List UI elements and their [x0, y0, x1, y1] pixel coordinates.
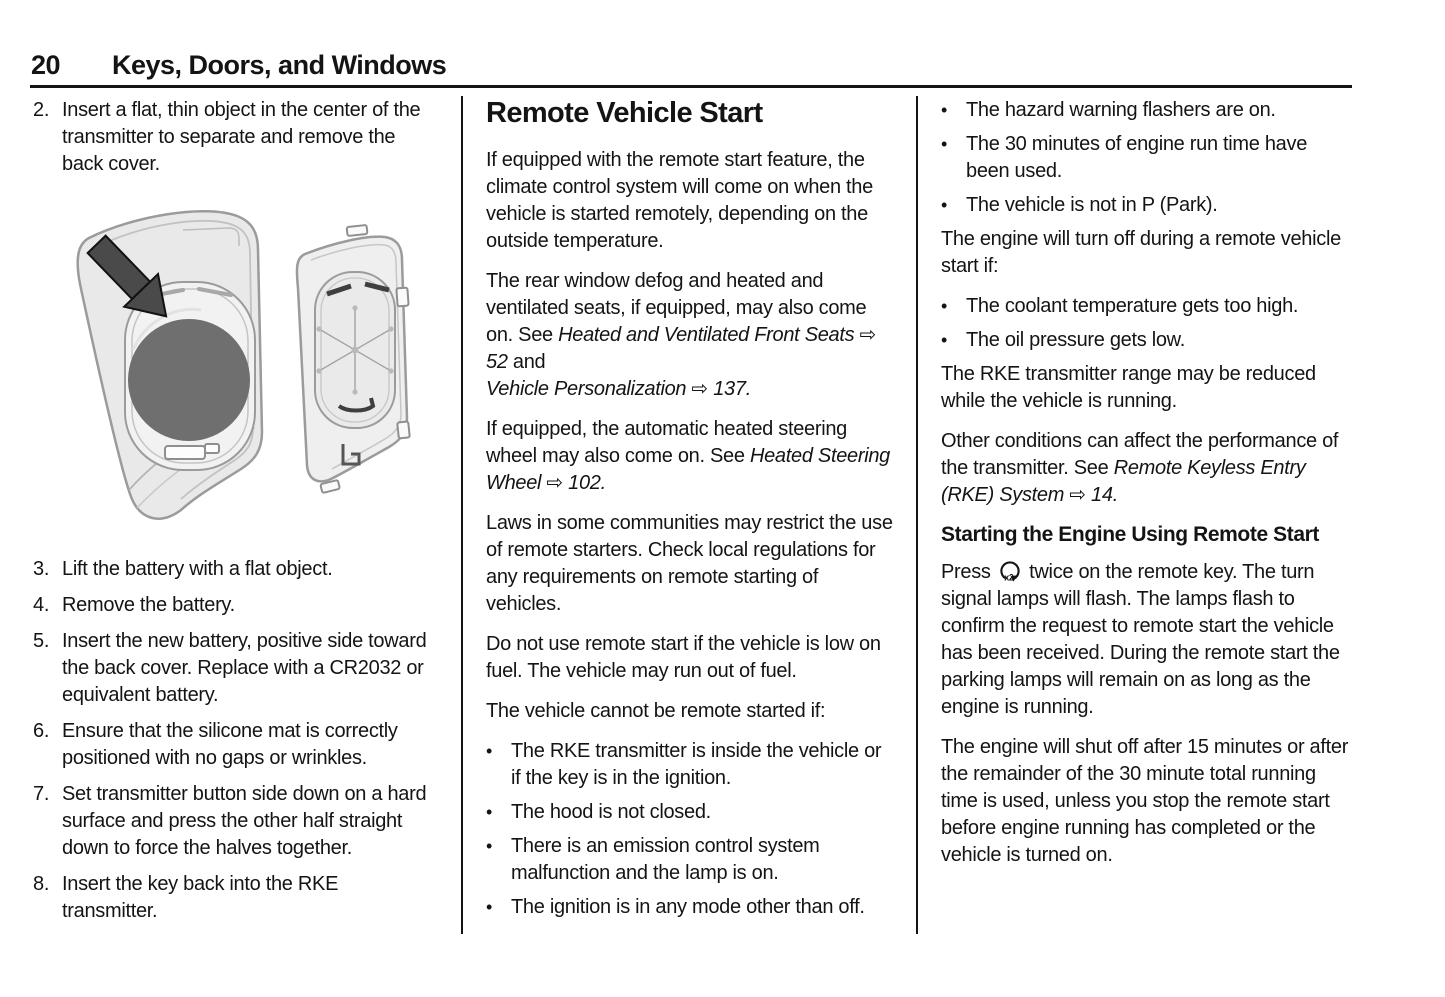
step-item — [33, 781, 435, 862]
bullet-item — [486, 738, 894, 792]
section-heading: Remote Vehicle Start — [486, 97, 763, 129]
svg-text:x2: x2 — [1004, 572, 1014, 583]
bullet-marker: • — [941, 296, 948, 316]
subsection-heading: Starting the Engine Using Remote Start — [941, 523, 1320, 546]
step-text: Lift the battery with a flat object. — [62, 558, 333, 580]
bullet-marker: • — [941, 100, 948, 120]
paragraph: The RKE transmitter range may be reduced while the vehicle is running. — [941, 363, 1316, 412]
step-text: Insert the new battery, positive side toward the back cover. Replace with a CR2032 or equivalent battery. — [62, 630, 427, 706]
bullet-marker: • — [486, 741, 493, 761]
rke-transmitter-battery-illustration — [33, 194, 425, 528]
step-item — [33, 592, 435, 619]
bullet-text: The ignition is in any mode other than off. — [511, 896, 865, 918]
paragraph: Laws in some communities may restrict the use of remote starters. Check local regulations for any requirements on remote starting of vehicles. — [486, 512, 893, 615]
bullet-item — [486, 894, 894, 921]
transmitter-front-half — [78, 211, 262, 518]
paragraph: The engine will shut off after 15 minutes or after the remainder of the 30 minute total running time is used, unless you stop the remote start before engine running has completed or the vehicle is turned on. — [941, 736, 1349, 866]
step-item — [33, 718, 435, 772]
bullet-text: The RKE transmitter is inside the vehicle or if the key is in the ignition. — [511, 740, 882, 789]
middle-column — [486, 97, 894, 928]
step-number: 7. — [33, 783, 50, 805]
bullet-marker: • — [941, 134, 948, 154]
chapter-title: Keys, Doors, and Windows — [112, 50, 447, 80]
remote-start-x2-icon — [996, 559, 1024, 583]
step-number: 4. — [33, 594, 50, 616]
paragraph: If equipped with the remote start feature, the climate control system will come on when the vehicle is started remotely, depending on the outside temperature. — [486, 149, 873, 252]
paragraph: If equipped, the automatic heated steering wheel may also come on. See Heated Steering Wheel ⇨ 102. — [486, 418, 891, 494]
step-number: 6. — [33, 720, 50, 742]
bullet-item — [941, 97, 1353, 124]
step-text: Set transmitter button side down on a hard surface and press the other half straight down to force the halves together. — [62, 783, 427, 859]
bullet-text: The vehicle is not in P (Park). — [966, 194, 1218, 216]
paragraph: Other conditions can affect the performance of the transmitter. See Remote Keyless Entry (RKE) System ⇨ 14. — [941, 430, 1339, 506]
paragraph: The vehicle cannot be remote started if: — [486, 700, 826, 722]
step-number: 2. — [33, 99, 50, 121]
step-text: Insert the key back into the RKE transmitter. — [62, 873, 339, 922]
bullet-marker: • — [941, 330, 948, 350]
bullet-item — [941, 131, 1353, 185]
bullet-marker: • — [486, 897, 493, 917]
step-text: Insert a flat, thin object in the center of the transmitter to separate and remove the back cover. — [62, 99, 421, 175]
step-item — [33, 628, 435, 709]
column-divider-1 — [461, 96, 463, 934]
step-text: Ensure that the silicone mat is correctly positioned with no gaps or wrinkles. — [62, 720, 398, 769]
bullet-text: The 30 minutes of engine run time have been used. — [966, 133, 1308, 182]
column-divider-2 — [916, 96, 918, 934]
bullet-marker: • — [941, 195, 948, 215]
bullet-text: The hood is not closed. — [511, 801, 711, 823]
step-item — [33, 556, 435, 583]
bullet-item — [486, 799, 894, 826]
step-item — [33, 871, 435, 925]
page-number: 20 — [31, 50, 61, 80]
bullet-marker: • — [486, 836, 493, 856]
paragraph: Press x2 twice on the remote key. The turn signal lamps will flash. The lamps flash to confirm the request to remote start the vehicle has been received. During the remote start the parking lamps will remain on as long as the engine is running. — [941, 561, 1340, 718]
paragraph: Do not use remote start if the vehicle is low on fuel. The vehicle may run out of fuel. — [486, 633, 881, 682]
battery — [128, 319, 250, 441]
right-column — [941, 97, 1353, 882]
bullet-marker: • — [486, 802, 493, 822]
bullet-item — [941, 192, 1353, 219]
bullet-text: The oil pressure gets low. — [966, 329, 1185, 351]
step-item — [33, 97, 435, 178]
bullet-text: The coolant temperature gets too high. — [966, 295, 1299, 317]
back-cover — [297, 225, 410, 493]
bullet-item — [486, 833, 894, 887]
step-number: 8. — [33, 873, 50, 895]
bullet-item — [941, 327, 1353, 354]
rke-transmitter-battery-figure — [33, 194, 435, 536]
step-number: 3. — [33, 558, 50, 580]
left-column — [33, 97, 435, 934]
bullet-item — [941, 293, 1353, 320]
paragraph: The engine will turn off during a remote vehicle start if: — [941, 228, 1341, 277]
paragraph: The rear window defog and heated and ventilated seats, if equipped, may also come on. See Heated and Ventilated Front Seats ⇨ 52 and Vehicle Personalization ⇨ 137. — [486, 270, 877, 400]
bullet-text: There is an emission control system malfunction and the lamp is on. — [511, 835, 820, 884]
bullet-text: The hazard warning flashers are on. — [966, 99, 1276, 121]
step-number: 5. — [33, 630, 50, 652]
header-rule — [30, 85, 1352, 88]
step-text: Remove the battery. — [62, 594, 235, 616]
